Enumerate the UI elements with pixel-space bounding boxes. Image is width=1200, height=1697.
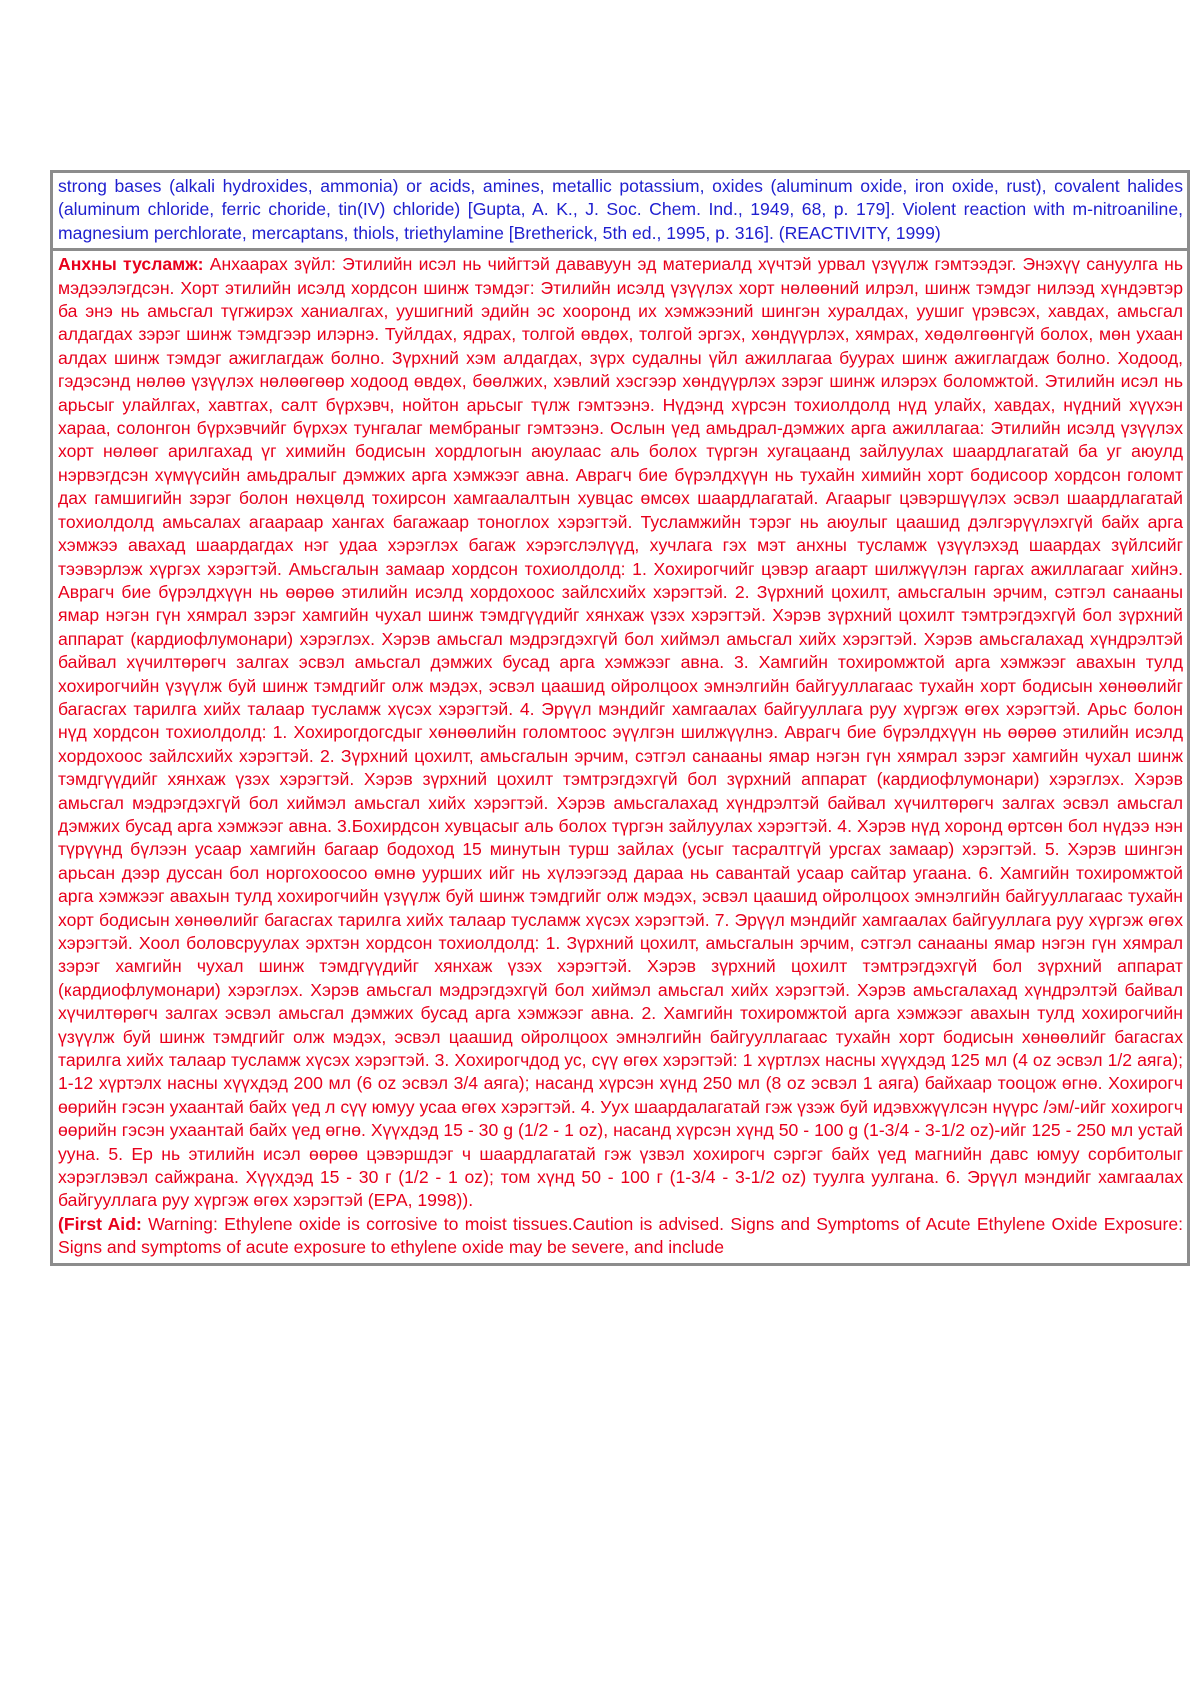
first-aid-cell	[53, 251, 1187, 1262]
first-aid-mn-text: Анхаарах зүйл: Этилийн исэл нь чийгтэй дававуун эд материалд хүчтэй урвал үзүүлж гэмтээдэг. Энэхүү сануулга нь мэдээлэгдсэн. Хорт этилийн исэлд хордсон шинж тэмдэг: Этилийн исэлд үзүүлэх хорт нөлөөний илрэл, шинж тэмдэг нилээд хүндэвтэр ба энэ нь амьсгал түгжирэх ханиалгах, уушигний эдийн эс хооронд их хэмжээний шингэн хуралдах, уушиг үрэвсэх, хавдах, амьсгал алдагдах зэрэг шинж тэмдгээр илэрнэ. Туйлдах, ядрах, толгой өвдөх, толгой эргэх, хөндүүрлэх, хямрах, хөдөлгөөнгүй болох, мөн ухаан алдах шинж тэмдэг ажиглагдаж болно. Зүрхний хэм алдагдах, зүрх судалны үйл ажиллагаа буурах шинж ажиглагдаж болно. Ходоод, гэдэсэнд нөлөө үзүүлэх нөлөөгөөр ходоод өвдөх, бөөлжих, хэвлий хэсгээр хөндүүрлэх зэрэг шинж илэрэх боломжтой. Этилийн исэл нь арьсыг улайлгах, хавтгах, салт бүрхэвч, нойтон арьсыг түлж гэмтээнэ. Нүдэнд хүрсэн тохиолдолд нүд улайх, хавдах, нүдний хүүхэн хараа, солонгон бүрхэвчийг бүрхэх тунгалаг мембраныг гэмтээнэ. Ослын үед амьдрал-дэмжих арга ажиллагаа: Этилийн исэлд үзүүлэх хорт нөлөөг арилгахад үг химийн бодисын хордлогын аюулаас аль болох түргэн хугацаанд зайлуулах шаардлагатай ба уг аюулд нэрвэгдсэн хүмүүсийн амьдралыг дэмжих арга хэмжээг авна. Аврагч бие бүрэлдхүүн нь тухайн химийн хорт бодисоор хордсон голомт дах гамшигийн зэрэг болон нөхцөлд тохирсон хамгаалалтын хувцас өмсөх шаардлагатай. Агаарыг цэвэршүүлэх эсвэл шаардлагатай тохиолдолд амьсалах агаараар хангах багажаар тоноглох хэрэгтэй. Тусламжийн тэрэг нь аюулыг цаашид дэлгэрүүлэхгүй байх арга хэмжээ авахад шаардагдах нэг удаа хэрэглэх багаж хэрэгслэлүүд, хучлага гэх мэт анхны тусламж үзүүлэхэд шаардах зүйлсийг тээвэрлэж хүргэх хэрэгтэй. Амьсгалын замаар хордсон тохиолдолд: 1. Хохирогчийг цэвэр агаарт шилжүүлэн гаргах ажиллагааг хийнэ. Аврагч бие бүрэлдхүүн нь өөрөө этилийн исэлд хордохоос зайлсхийх хэрэгтэй. 2. Зүрхний цохилт, амьсгалын эрчим, сэтгэл санааны ямар нэгэн гүн хямрал зэрэг хамгийн чухал шинж тэмдгүүдийг хянхаж үзэх хэрэгтэй. Хэрэв зүрхний цохилт тэмтрэгдэхгүй бол зүрхний аппарат (кардиофлумонари) хэрэглэх. Хэрэв амьсгал мэдрэгдэхгүй бол хиймэл амьсгал хийх хэрэгтэй. Хэрэв амьсгалахад хүндрэлтэй байвал хүчилтөрөгч залгах эсвэл амьсгал дэмжих бусад арга хэмжээг авна. 3. Хамгийн тохиромжтой арга хэмжээг авахын тулд хохирогчийн үзүүлж буй шинж тэмдгийг олж мэдэх, эсвэл цаашид ойролцоох эмнэлгийн байгууллагаас тухайн хорт бодисын хөнөөлийг багасгах тарилга хийх талаар тусламж хүсэх хэрэгтэй. 4. Эрүүл мэндийг хамгаалах байгууллага руу хүргэж өгөх хэрэгтэй. Арьс болон нүд хордсон тохиолдолд: 1. Хохирогдогсдыг хөнөөлийн голомтоос эүүлгэн шилжүүлнэ. Аврагч бие бүрэлдхүүн нь өөрөө этилийн исэлд хордохоос зайлсхийх хэрэгтэй. 2. Зүрхний цохилт, амьсгалын эрчим, сэтгэл санааны ямар нэгэн гүн хямрал зэрэг хамгийн чухал шинж тэмдгүүдийг хянхаж үзэх хэрэгтэй. Хэрэв зүрхний цохилт тэмтрэгдэхгүй бол зүрхний аппарат (кардиофлумонари) хэрэглэх. Хэрэв амьсгал мэдрэгдэхгүй бол хиймэл амьсгал хийх хэрэгтэй. Хэрэв амьсгалахад хүндрэлтэй байвал хүчилтөрөгч залгах эсвэл амьсгал дэмжих бусад арга хэмжээг авна. 3.Бохирдсон хувцасыг аль болох түргэн зайлуулах хэрэгтэй. 4. Хэрэв нүд хоронд өртсөн бол нүдээ нэн түрүүнд бүлээн усаар хамгийн багаар бодоход 15 минутын турш зайлах (усыг тасралтгүй урсгах замаар) хэрэгтэй. 5. Хэрэв шингэн арьсан дээр дуссан бол норгохоосоо өмнө уурших ийг нь хүлээгээд дараа нь савантай усаар сайтар угаана. 6. Хамгийн тохиромжтой арга хэмжээг авахын тулд хохирогчийн үзүүлж буй шинж тэмдгийг олж мэдэх, эсвэл цаашид ойролцоох эмнэлгийн байгууллагаас тухайн хорт бодисын хөнөөлийг багасгах тарилга хийх талаар тусламж хүсэх хэрэгтэй. 7. Эрүүл мэндийг хамгаалах байгууллага руу хүргэж өгөх хэрэгтэй. Хоол боловсруулах эрхтэн хордсон тохиолдолд: 1. Зүрхний цохилт, амьсгалын эрчим, сэтгэл санааны ямар нэгэн гүн хямрал зэрэг хамгийн чухал шинж тэмдгүүдийг хянхаж үзэх хэрэгтэй. Хэрэв зүрхний цохилт тэмтрэгдэхгүй бол зүрхний аппарат (кардиофлумонари) хэрэглэх. Хэрэв амьсгал мэдрэгдэхгүй бол хиймэл амьсгал хийх хэрэгтэй. Хэрэв амьсгалахад хүндрэлтэй байвал хүчилтөрөгч залгах эсвэл амьсгал дэмжих бусад арга хэмжээг авна. 2. Хамгийн тохиромжтой арга хэмжээг авахын тулд хохирогчийн үзүүлж буй шинж тэмдгийг олж мэдэх, эсвэл цаашид ойролцоох эмнэлгийн байгууллагаас тухайн хорт бодисын хөнөөлийг багасгах тарилга хийх талаар тусламж хүсэх хэрэгтэй. 3. Хохирогчдод ус, сүү өгөх хэрэгтэй: 1 хүртлэх насны хүүхдэд 125 мл (4 oz эсвэл 1/2 аяга); 1-12 хүртэлх насны хүүхдэд 200 мл (6 oz эсвэл 3/4 аяга); насанд хүрсэн хүнд 250 мл (8 oz эсвэл 1 аяга) байхаар тооцож өгнө. Хохирогч өөрийн гэсэн ухаантай байх үед л сүү юмуу усаа өгөх хэрэгтэй. 4. Уух шаардалагатай гэж үзэж буй идэвхжүүлсэн нүүрс /эм/-ийг хохирогч өөрийн гэсэн ухаантай байх үед өгнө. Хүүхдэд 15 - 30 g (1/2 - 1 oz), насанд хүрсэн хүнд 50 - 100 g (1-3/4 - 3-1/2 oz)-ийг 125 - 250 мл устай ууна. 5. Ер нь этилийн исэл өөрөө цэвэршдэг ч шаардлагатай гэж үзвэл хохирогч сэргэг байх үед магнийн давс юмуу сорбитолыг хэрэглэвэл сайжрана. Хүүхдэд 15 - 30 г (1/2 - 1 oz); том хүнд 50 - 100 г (1-3/4 - 3-1/2 oz) туулга уулгана. 6. Эрүүл мэндийг хамгаалах байгууллага руу хүргэж өгөх хэрэгтэй (EPA, 1998)).	[58, 254, 1183, 1211]
first-aid-mn-label: Анхны тусламж:	[58, 254, 204, 275]
reactivity-text: strong bases (alkali hydroxides, ammonia) or acids, amines, metallic potassium, oxides (aluminum oxide, iron oxide, rust), covalent halides (aluminum chloride, ferric choride, tin(IV) chloride) [Gupta, A. K., J. Soc. Chem. Ind., 1949, 68, p. 179]. Violent reaction with m-nitroaniline, magnesium perchlorate, mercaptans, thiols, triethylamine [Bretherick, 5th ed., 1995, p. 316]. (REACTIVITY, 1999)	[58, 176, 1183, 243]
document-table	[50, 170, 1190, 1266]
first-aid-en-label: (First Aid:	[58, 1213, 142, 1234]
reactivity-cell	[53, 173, 1187, 251]
first-aid-en-text: Warning: Ethylene oxide is corrosive to moist tissues.Caution is advised. Signs and Symptoms of Acute Ethylene Oxide Exposure: Signs and symptoms of acute exposure to ethylene oxide may be severe, and include	[58, 1213, 1184, 1258]
